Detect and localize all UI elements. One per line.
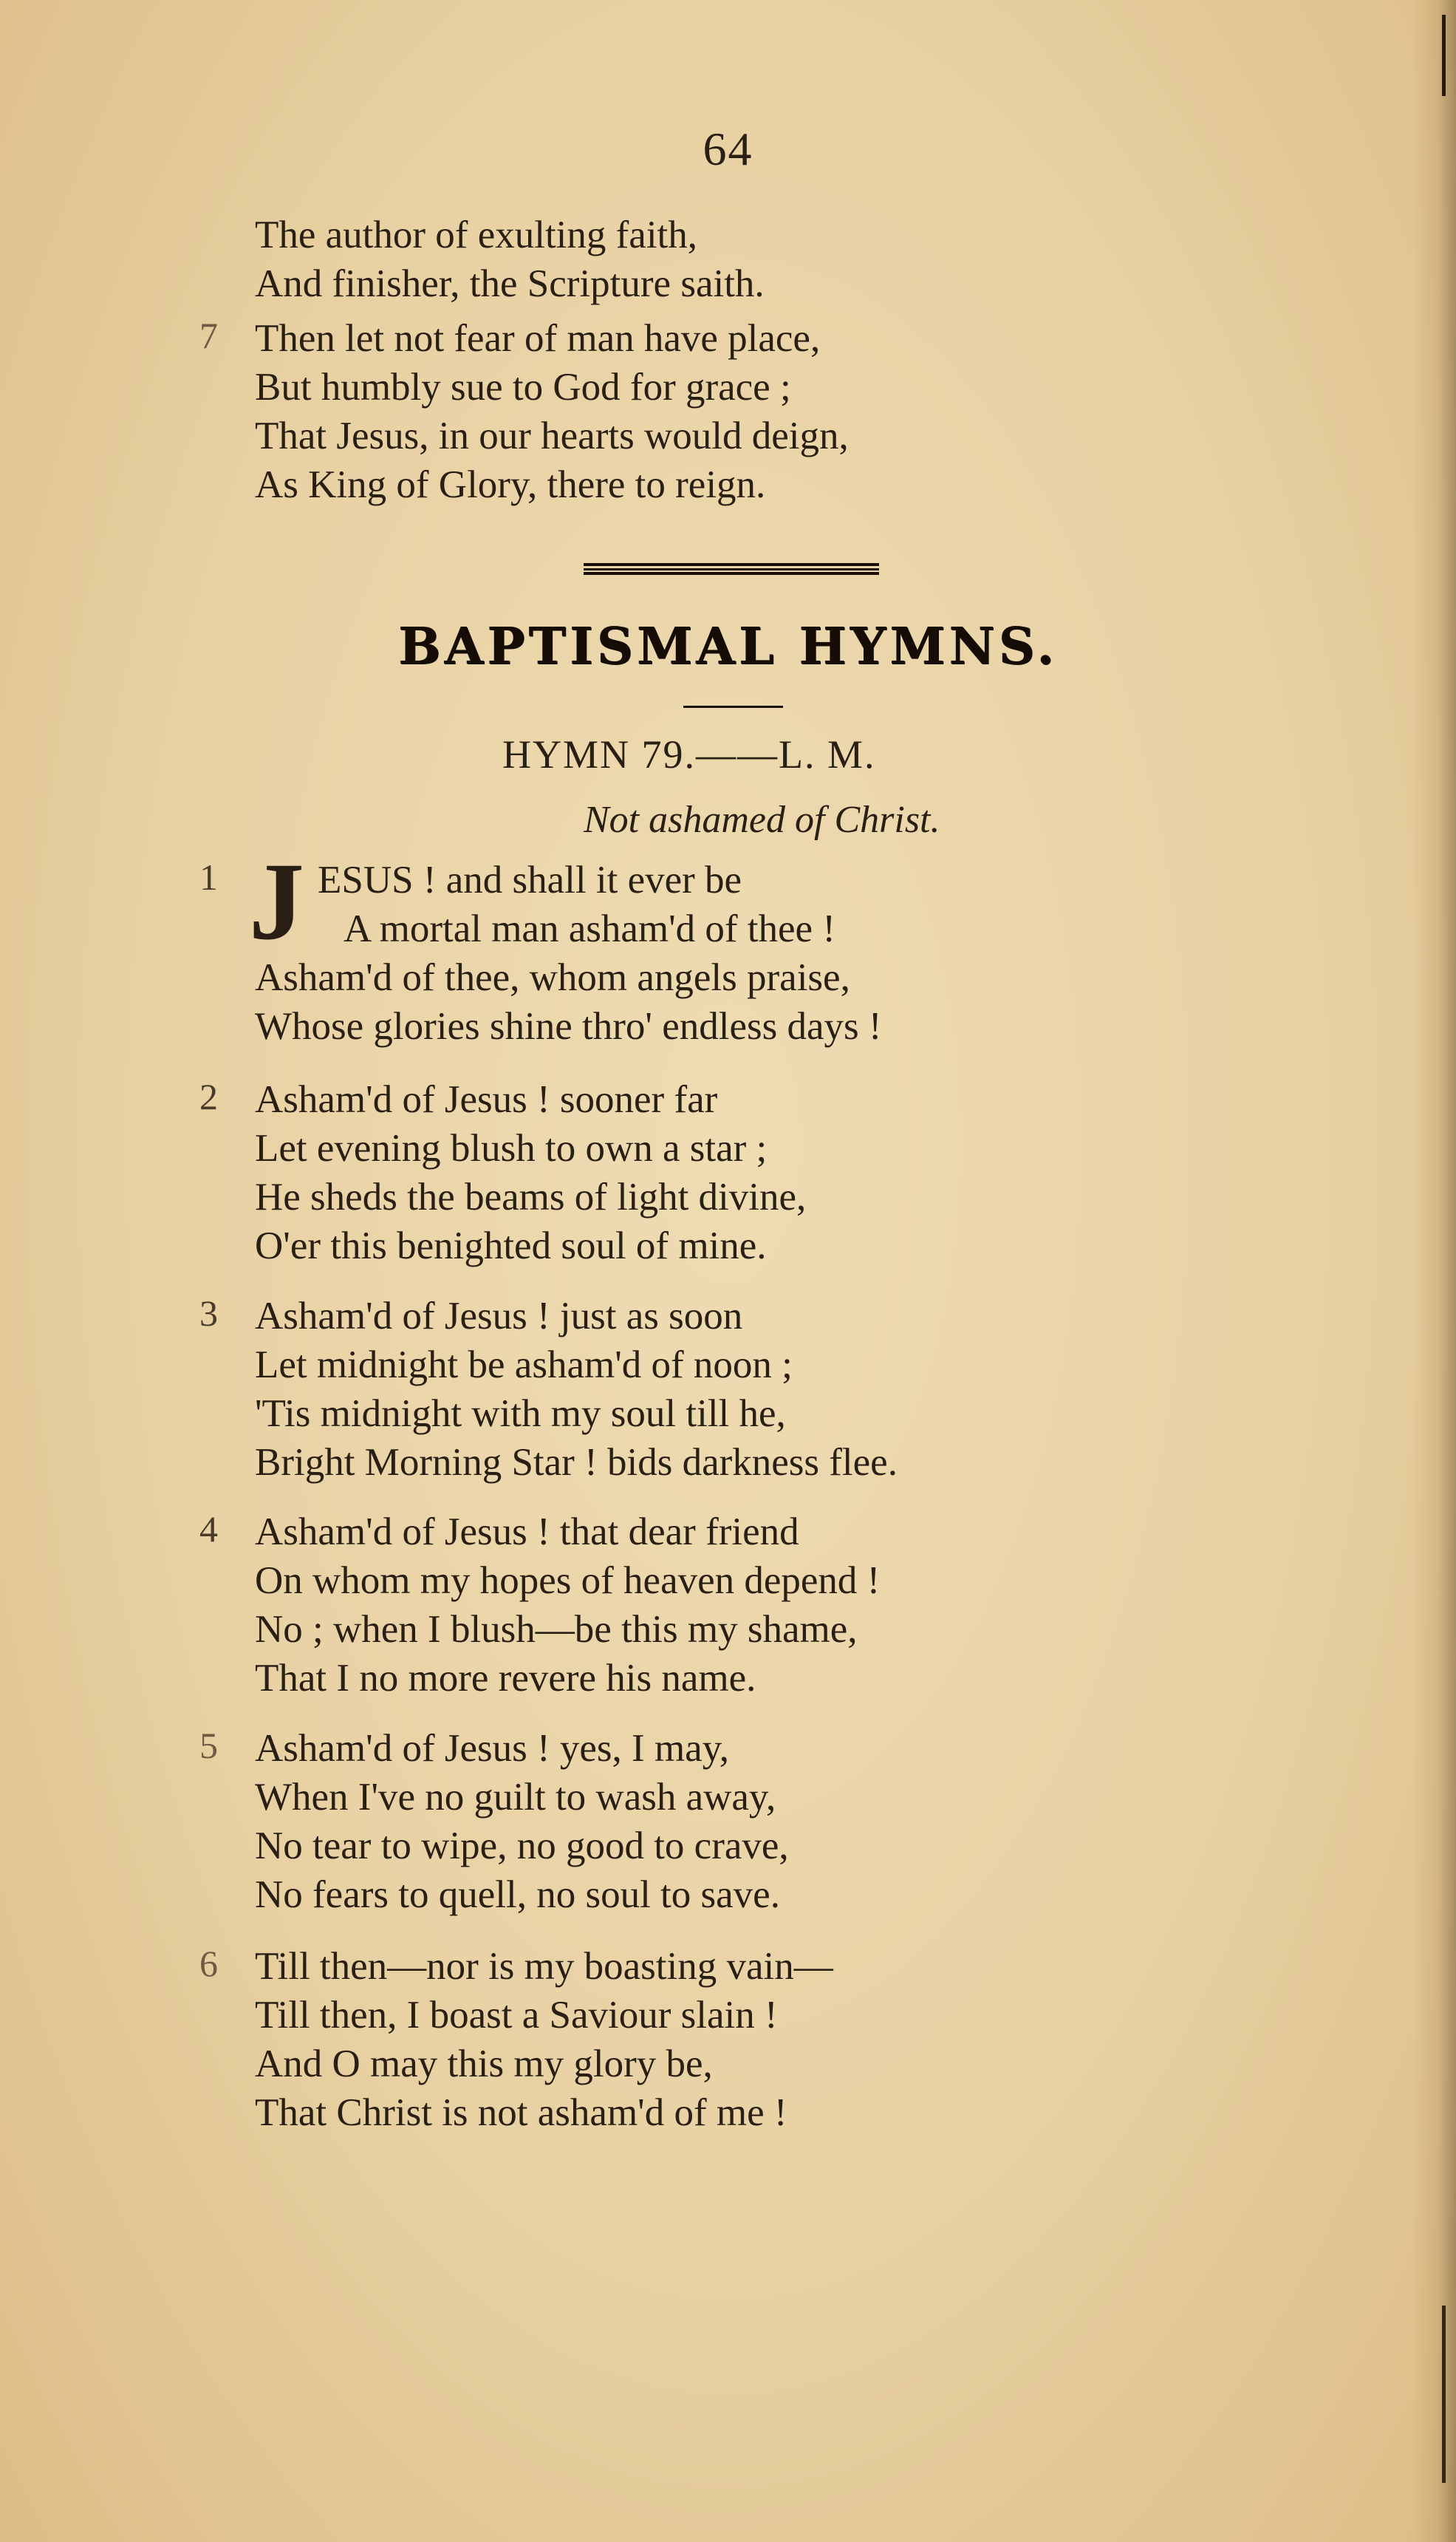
verse-line: Till then—nor is my boasting vain— — [255, 1945, 833, 1988]
prev-hymn-verse-7 — [199, 314, 1141, 509]
verse-number: 3 — [199, 1292, 218, 1334]
page-edge-mark-bottom — [1442, 2306, 1446, 2483]
verse-line: When I've no guilt to wash away, — [255, 1776, 776, 1819]
verse-line: Asham'd of Jesus ! sooner far — [255, 1078, 718, 1121]
verse-line: But humbly sue to God for grace ; — [255, 366, 791, 409]
verse-line: And finisher, the Scripture saith. — [255, 262, 765, 305]
verse-line: Till then, I boast a Saviour slain ! — [255, 1994, 778, 2037]
verse-line: Let midnight be asham'd of noon ; — [255, 1343, 793, 1386]
verse-line: That Christ is not asham'd of me ! — [255, 2091, 787, 2134]
drop-cap: J — [249, 840, 304, 963]
hymn-verse-5 — [199, 1724, 1141, 1919]
verse-line: Asham'd of thee, whom angels praise, — [255, 956, 850, 999]
verse-line: That I no more revere his name. — [255, 1657, 756, 1700]
hymn-verse-1 — [199, 840, 1141, 1051]
verse-number: 7 — [199, 315, 218, 356]
hymn-verse-2 — [199, 1075, 1141, 1270]
verse-line: No ; when I blush—be this my shame, — [255, 1608, 858, 1651]
verse-number: 6 — [199, 1943, 218, 1984]
verse-line: Whose glories shine thro' endless days ! — [255, 1005, 882, 1048]
verse-line: The author of exulting faith, — [255, 214, 698, 256]
hymn-verse-6 — [199, 1942, 1141, 2137]
verse-line: No fears to quell, no soul to save. — [255, 1873, 780, 1916]
verse-line: As King of Glory, there to reign. — [255, 463, 766, 506]
verse-line: Then let not fear of man have place, — [255, 317, 821, 360]
title-underline-rule — [683, 706, 783, 708]
verse-line: He sheds the beams of light divine, — [255, 1176, 807, 1219]
verse-line: Asham'd of Jesus ! yes, I may, — [255, 1727, 730, 1770]
page-number: 64 — [703, 123, 753, 175]
verse-line: ESUS ! and shall it ever be — [318, 859, 742, 902]
verse-number: 5 — [199, 1725, 218, 1766]
hymn-heading: HYMN 79.——L. M. — [502, 732, 876, 777]
verse-number: 2 — [199, 1076, 218, 1117]
verse-line: And O may this my glory be, — [255, 2042, 713, 2085]
verse-line: O'er this benighted soul of mine. — [255, 1224, 767, 1267]
page-edge-shadow — [1412, 0, 1456, 2542]
hymn-verse-4 — [199, 1507, 1141, 1703]
hymn-verse-3 — [199, 1292, 1141, 1487]
verse-line: That Jesus, in our hearts would deign, — [255, 415, 849, 457]
verse-number: 4 — [199, 1508, 218, 1550]
verse-line: Asham'd of Jesus ! just as soon — [255, 1295, 743, 1338]
hymn-subtitle: Not ashamed of Christ. — [584, 799, 940, 841]
page-edge-mark-top — [1442, 15, 1446, 96]
verse-line: Let evening blush to own a star ; — [255, 1127, 768, 1170]
verse-line: Asham'd of Jesus ! that dear friend — [255, 1510, 799, 1553]
verse-line: 'Tis midnight with my soul till he, — [255, 1392, 786, 1435]
prev-hymn-continuation — [255, 211, 1141, 308]
verse-line: On whom my hopes of heaven depend ! — [255, 1559, 881, 1602]
verse-line: A mortal man asham'd of thee ! — [344, 907, 835, 950]
section-divider-rule — [584, 563, 879, 575]
verse-number: 1 — [199, 856, 218, 898]
section-title: BAPTISMAL HYMNS. — [398, 617, 1058, 676]
verse-line: No tear to wipe, no good to crave, — [255, 1824, 789, 1867]
verse-line: Bright Morning Star ! bids darkness flee. — [255, 1441, 898, 1484]
